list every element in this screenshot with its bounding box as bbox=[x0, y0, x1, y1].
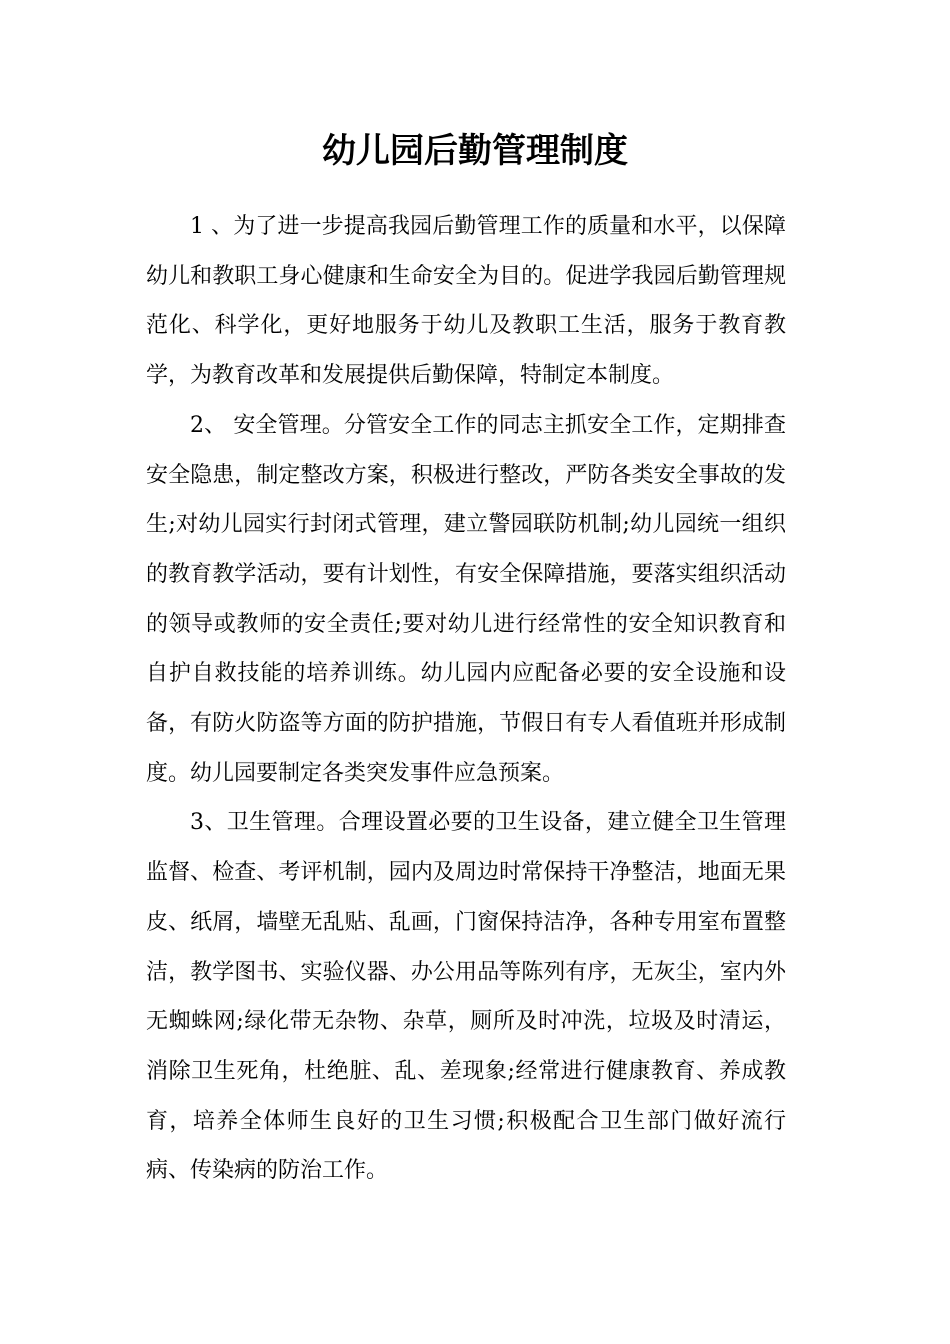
document-body bbox=[146, 202, 786, 1196]
paragraph-1: 1 、为了进一步提高我园后勤管理工作的质量和水平，以保障幼儿和教职工身心健康和生命安全为目的。促进学我园后勤管理规范化、科学化，更好地服务于幼儿及教职工生活，服务于教育教学，为教育改革和发展提供后勤保障，特制定本制度。 bbox=[146, 214, 786, 389]
document-title: 幼儿园后勤管理制度 bbox=[322, 131, 628, 171]
paragraph-2: 2、 安全管理。分管安全工作的同志主抓安全工作，定期排查安全隐患，制定整改方案，积极进行整改，严防各类安全事故的发生;对幼儿园实行封闭式管理，建立警园联防机制;幼儿园统一组织的教育教学活动，要有计划性，有安全保障措施，要落实组织活动的领导或教师的安全责任;要对幼儿进行经常性的安全知识教育和自护自救技能的培养训练。幼儿园内应配备必要的安全设施和设备，有防火防盗等方面的防护措施，节假日有专人看值班并形成制度。幼儿园要制定各类突发事件应急预案。 bbox=[146, 412, 786, 786]
paragraph-3: 3、卫生管理。合理设置必要的卫生设备，建立健全卫生管理监督、检查、考评机制，园内及周边时常保持干净整洁，地面无果皮、纸屑，墙壁无乱贴、乱画，门窗保持洁净，各种专用室布置整洁，教学图书、实验仪器、办公用品等陈列有序，无灰尘，室内外无蜘蛛网;绿化带无杂物、杂草，厕所及时冲洗，垃圾及时清运，消除卫生死角，杜绝脏、乱、差现象;经常进行健康教育、养成教育，培养全体师生良好的卫生习惯;积极配合卫生部门做好流行病、传染病的防治工作。 bbox=[146, 810, 786, 1184]
